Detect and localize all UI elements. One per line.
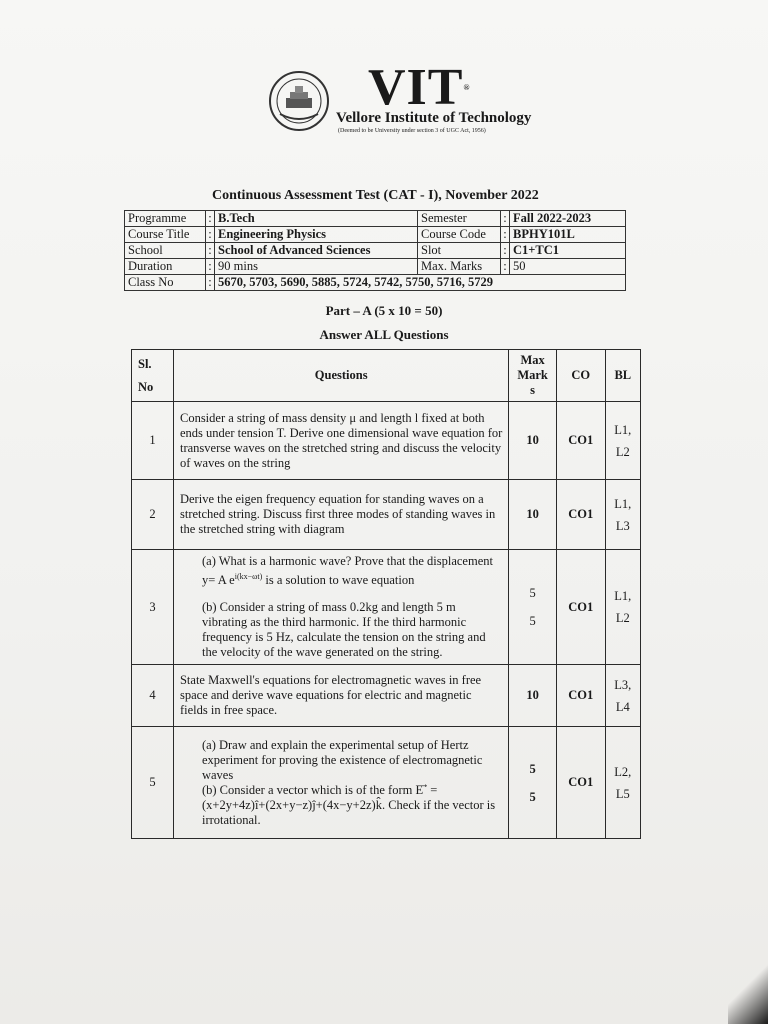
programme-value: B.Tech [215, 211, 418, 227]
question-bl: L1, L3 [605, 480, 640, 550]
subquestion-a: (a) Draw and explain the experimental setup of Hertz experiment for proving the existence of electromagnetic waves [201, 737, 483, 782]
course-title-label: Course Title [125, 227, 206, 243]
colon: : [206, 227, 215, 243]
slot-label: Slot [418, 243, 501, 259]
colon: : [501, 211, 510, 227]
questions-table [131, 349, 641, 839]
question-marks: 10 [509, 402, 557, 480]
duration-value: 90 mins [215, 259, 418, 275]
class-no-label: Class No [125, 275, 206, 291]
table-row [132, 550, 641, 665]
part-title: Part – A (5 x 10 = 50) [325, 303, 443, 318]
question-number: 4 [132, 665, 174, 727]
question-co: CO1 [556, 727, 605, 839]
institute-subtitle: (Deemed to be University under section 3 of UGC Act, 1956) [338, 128, 486, 134]
institute-name: Vellore Institute of Technology [336, 110, 532, 126]
semester-value: Fall 2022-2023 [510, 211, 626, 227]
course-info-table [124, 210, 626, 291]
slot-value: C1+TC1 [510, 243, 626, 259]
course-code-value: BPHY101L [510, 227, 626, 243]
table-row [132, 727, 641, 839]
question-number: 2 [132, 480, 174, 550]
question-marks: 5 5 [509, 550, 557, 665]
page-corner-shadow [728, 964, 768, 1024]
school-value: School of Advanced Sciences [215, 243, 418, 259]
course-title-value: Engineering Physics [215, 227, 418, 243]
question-number: 1 [132, 402, 174, 480]
semester-label: Semester [418, 211, 501, 227]
max-marks-header: Max Mark s [509, 350, 557, 402]
instruction: Answer ALL Questions [319, 327, 449, 342]
question-co: CO1 [556, 665, 605, 727]
colon: : [206, 275, 215, 291]
question-number: 3 [132, 550, 174, 665]
subquestion-a: (a) What is a harmonic wave? Prove that the displacement y= A $e^{i(kx-\omega t)}$ is a solution to wave equation [201, 554, 493, 588]
info-row [125, 259, 626, 275]
colon: : [206, 211, 215, 227]
question-co: CO1 [556, 480, 605, 550]
colon: : [206, 259, 215, 275]
question-text: State Maxwell's equations for electromagnetic waves in free space and derive wave equations for electric and magnetic fields in free space. [173, 665, 508, 727]
question-number: 5 [132, 727, 174, 839]
colon: : [501, 227, 510, 243]
max-marks-value: 50 [510, 259, 626, 275]
school-label: School [125, 243, 206, 259]
logo-wordmark: VIT® [368, 59, 471, 116]
question-marks: 10 [509, 480, 557, 550]
class-no-value: 5670, 5703, 5690, 5885, 5724, 5742, 5750, 5716, 5729 [215, 275, 626, 291]
info-row [125, 227, 626, 243]
question-text [173, 727, 508, 839]
test-title: Continuous Assessment Test (CAT - I), November 2022 [212, 188, 539, 203]
question-text: Derive the eigen frequency equation for standing waves on a stretched string. Discuss first three modes of standing waves in the stretched string with diagram [173, 480, 508, 550]
course-code-label: Course Code [418, 227, 501, 243]
subquestion-b: (b) Consider a string of mass 0.2kg and length 5 m vibrating as the third harmonic. If the third harmonic frequency is 5 Hz, calculate the tension on the string and the velocity of the wave generated on the string. [201, 600, 486, 660]
max-marks-label: Max. Marks [418, 259, 501, 275]
question-bl: L1, L2 [605, 550, 640, 665]
programme-label: Programme [125, 211, 206, 227]
sl-no-header: Sl. No [132, 350, 174, 402]
question-bl: L3, L4 [605, 665, 640, 727]
vit-logo [268, 59, 532, 142]
question-co: CO1 [556, 550, 605, 665]
question-marks: 5 5 [509, 727, 557, 839]
table-row [132, 402, 641, 480]
table-row [132, 480, 641, 550]
info-row [125, 211, 626, 227]
question-text [173, 550, 508, 665]
duration-label: Duration [125, 259, 206, 275]
question-bl: L1, L2 [605, 402, 640, 480]
table-header-row [132, 350, 641, 402]
colon: : [501, 243, 510, 259]
questions-header: Questions [173, 350, 508, 402]
question-marks: 10 [509, 665, 557, 727]
subquestion-b: (b) Consider a vector which is of the form E ⃗ = (x+2y+4z)î+(2x+y−z)ĵ+(4x−y+2z)k̂. Check if the vector is irrotational. [201, 782, 496, 827]
info-row [125, 275, 626, 291]
table-row [132, 665, 641, 727]
colon: : [206, 243, 215, 259]
bl-header: BL [605, 350, 640, 402]
question-text: Consider a string of mass density μ and length l fixed at both ends under tension T. Derive one dimensional wave equation for transverse waves on the stretched string and discuss the velocity of waves on the string [173, 402, 508, 480]
colon: : [501, 259, 510, 275]
university-seal-icon [268, 70, 330, 132]
question-bl: L2, L5 [605, 727, 640, 839]
question-co: CO1 [556, 402, 605, 480]
co-header: CO [556, 350, 605, 402]
info-row [125, 243, 626, 259]
